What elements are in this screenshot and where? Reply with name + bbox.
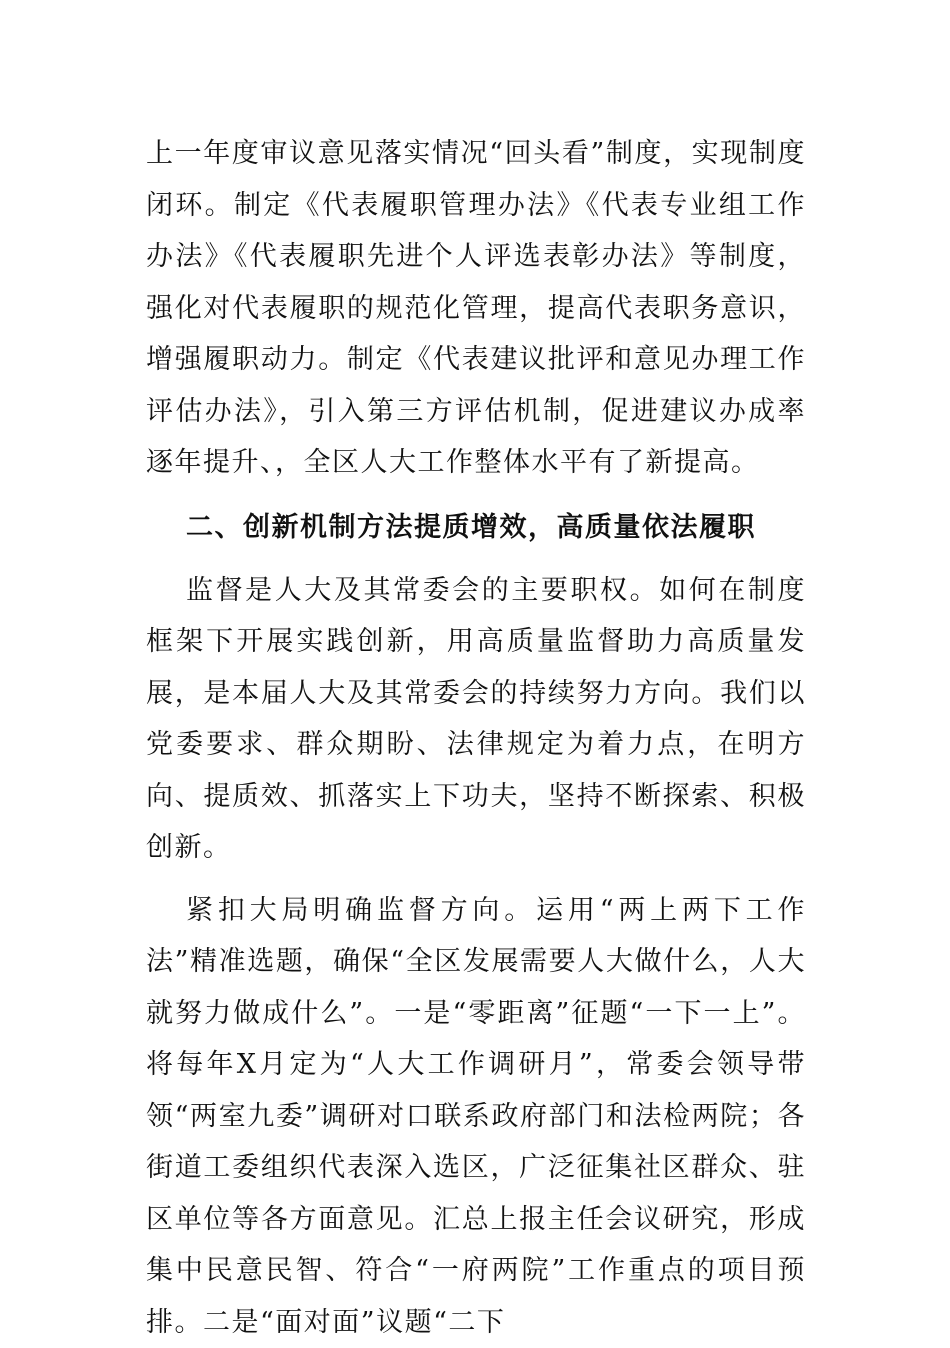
paragraph-supervision: 监督是人大及其常委会的主要职权。如何在制度框架下开展实践创新，用高质量监督助力高质量发展，是本届人大及其常委会的持续努力方向。我们以党委要求、群众期盼、法律规定为着力点，在明方向、提质效、抓落实上下功夫，坚持不断探索、积极创新。 (146, 565, 806, 874)
paragraph-direction: 紧扣大局明确监督方向。运用“两上两下工作法”精准选题，确保“全区发展需要人大做什么，人大就努力做成什么”。一是“零距离”征题“一下一上”。将每年X月定为“人大工作调研月”，常委会领导带领“两室九委”调研对口联系政府部门和法检两院；各街道工委组织代表深入选区，广泛征集社区群众、驻区单位等各方面意见。汇总上报主任会议研究，形成集中民意民智、符合“一府两院”工作重点的项目预排。二是“面对面”议题“二下 (146, 885, 806, 1348)
section-heading: 二、创新机制方法提质增效，高质量依法履职 (146, 501, 806, 555)
spacer (146, 489, 806, 501)
spacer (146, 874, 806, 885)
document-body (146, 128, 806, 1348)
spacer (146, 555, 806, 565)
paragraph-continuation: 上一年度审议意见落实情况“回头看”制度，实现制度闭环。制定《代表履职管理办法》《代表专业组工作办法》《代表履职先进个人评选表彰办法》等制度，强化对代表履职的规范化管理，提高代表职务意识，增强履职动力。制定《代表建议批评和意见办理工作评估办法》，引入第三方评估机制，促进建议办成率逐年提升、，全区人大工作整体水平有了新提高。 (146, 128, 806, 489)
